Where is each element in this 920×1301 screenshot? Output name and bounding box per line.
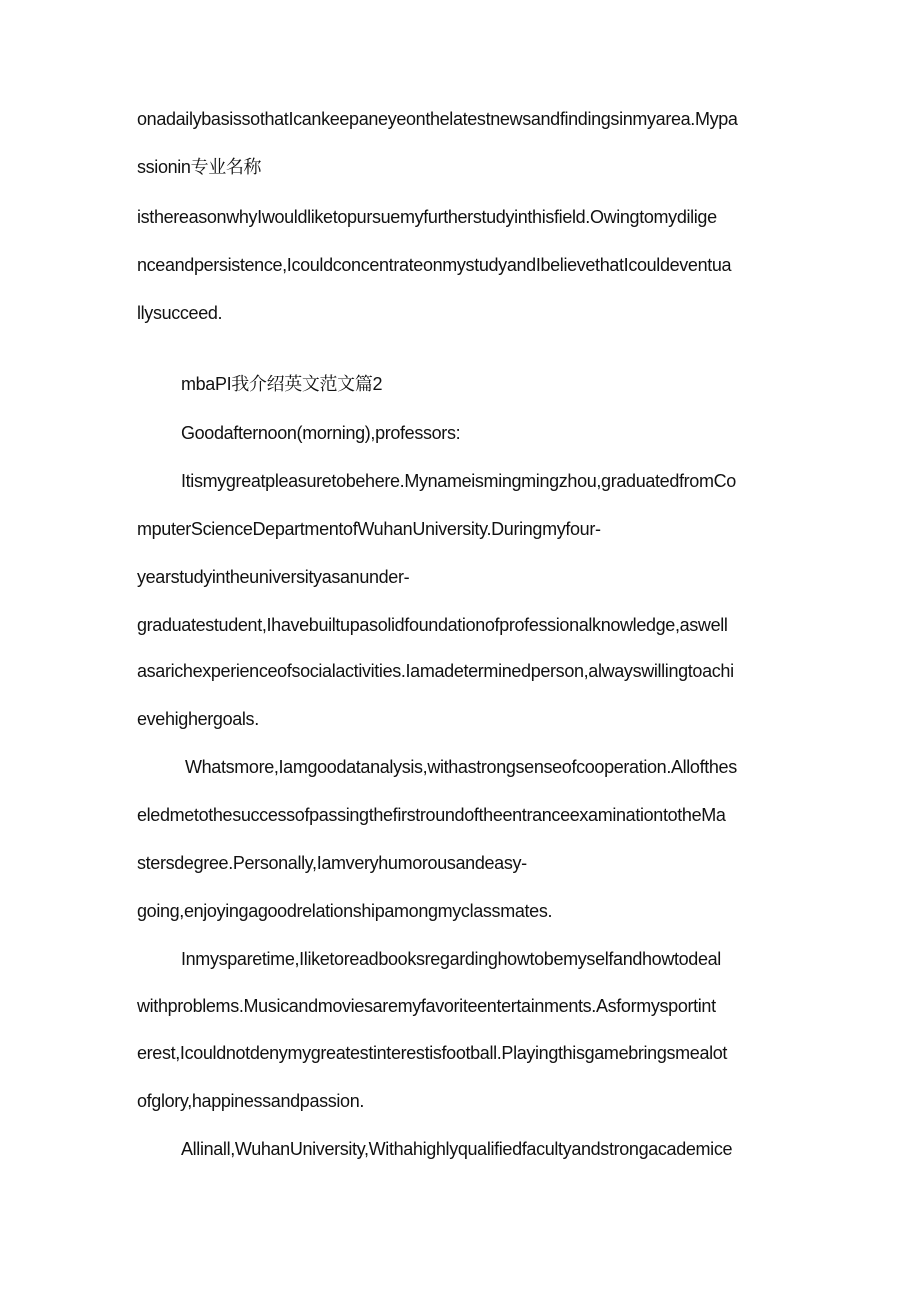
text-line: erest,Icouldnotdenymygreatestinterestisfootball.Playingthisgamebringsmealot (137, 1043, 728, 1063)
text-line: Allinall,WuhanUniversity,Withahighlyqualifiedfacultyandstrongacademice (181, 1139, 733, 1159)
text-line: nceandpersistence,IcouldconcentrateonmystudyandIbelievethatIcouldeventua (137, 255, 732, 275)
text-line: Whatsmore,Iamgoodatanalysis,withastrongsenseofcooperation.Allofthes (185, 757, 737, 777)
text-line: mputerScienceDepartmentofWuhanUniversity.Duringmyfour- (137, 519, 601, 539)
text-line: ofglory,happinessandpassion. (137, 1091, 365, 1111)
text-line: Inmysparetime,Iliketoreadbooksregardinghowtobemyselfandhowtodeal (181, 949, 721, 969)
text-line: asarichexperienceofsocialactivities.Iamadeterminedperson,alwayswillingtoachi (137, 661, 734, 681)
salutation: Goodafternoon(morning),professors: (181, 423, 461, 443)
text-line: ssionin专业名称 (137, 157, 262, 177)
section-heading: mbaPI我介绍英文范文篇2 (181, 374, 383, 394)
text-line: isthereasonwhyIwouldliketopursuemyfurtherstudyinthisfield.Owingtomydilige (137, 207, 717, 227)
text-line: stersdegree.Personally,Iamveryhumorousandeasy- (137, 853, 527, 873)
text-line: yearstudyintheuniversityasanunder- (137, 567, 410, 587)
text-line: llysucceed. (137, 303, 223, 323)
text-line: onadailybasissothatIcankeepaneyeonthelatestnewsandfindingsinmyarea.Mypa (137, 109, 738, 129)
text-line: eledmetothesuccessofpassingthefirstroundoftheentranceexaminationtotheMa (137, 805, 726, 825)
text-line: withproblems.Musicandmoviesaremyfavoriteentertainments.Asformysportint (137, 996, 716, 1016)
text-line: going,enjoyingagoodrelationshipamongmyclassmates. (137, 901, 553, 921)
text-line: graduatestudent,Ihavebuiltupasolidfoundationofprofessionalknowledge,aswell (137, 615, 728, 635)
text-line: evehighergoals. (137, 709, 259, 729)
text-line: Itismygreatpleasuretobehere.Mynameismingmingzhou,graduatedfromCo (181, 471, 736, 491)
